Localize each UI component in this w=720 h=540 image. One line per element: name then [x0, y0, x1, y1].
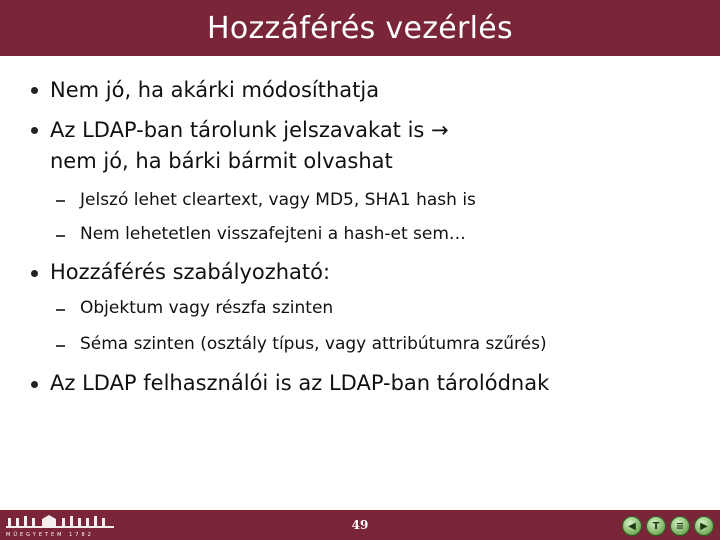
sub-bullet-3-1: Objektum vagy részfa szinten: [80, 298, 334, 318]
bullet-1: Nem jó, ha akárki módosíthatja: [50, 78, 380, 102]
bullet-dot-icon: [31, 127, 38, 134]
bullet-dot-icon: [31, 87, 38, 94]
sub-bullet-dash-icon: [56, 345, 65, 347]
bullet-3: Hozzáférés szabályozható:: [50, 260, 331, 284]
logo-lettering: MŰEGYETEM 1782: [6, 532, 94, 538]
page-number: 49: [351, 518, 369, 532]
sub-bullet-dash-icon: [56, 235, 65, 237]
university-logo-icon: [2, 512, 122, 538]
sub-bullet-dash-icon: [56, 200, 65, 202]
bullet-4: Az LDAP felhasználói is az LDAP-ban tárolódnak: [50, 371, 550, 395]
bullet-2-line-1: Az LDAP-ban tárolunk jelszavakat is →: [50, 118, 449, 142]
slide-title: Hozzáférés vezérlés: [207, 10, 513, 46]
sub-bullet-2-2: Nem lehetetlen visszafejteni a hash-et sem…: [80, 224, 466, 244]
sub-bullet-dash-icon: [56, 309, 65, 311]
back-icon[interactable]: ◀: [622, 516, 642, 536]
jump-icon[interactable]: ▶: [694, 516, 714, 536]
sub-bullet-2-1: Jelszó lehet cleartext, vagy MD5, SHA1 hash is: [80, 190, 476, 210]
bullet-dot-icon: [31, 381, 38, 388]
menu-icon[interactable]: ≡: [670, 516, 690, 536]
bullet-2-line-2: nem jó, ha bárki bármit olvashat: [50, 149, 393, 173]
bullet-dot-icon: [31, 270, 38, 277]
slide-navigation: [622, 516, 714, 536]
forward-icon[interactable]: T: [646, 516, 666, 536]
sub-bullet-3-2: Séma szinten (osztály típus, vagy attribútumra szűrés): [80, 334, 547, 354]
